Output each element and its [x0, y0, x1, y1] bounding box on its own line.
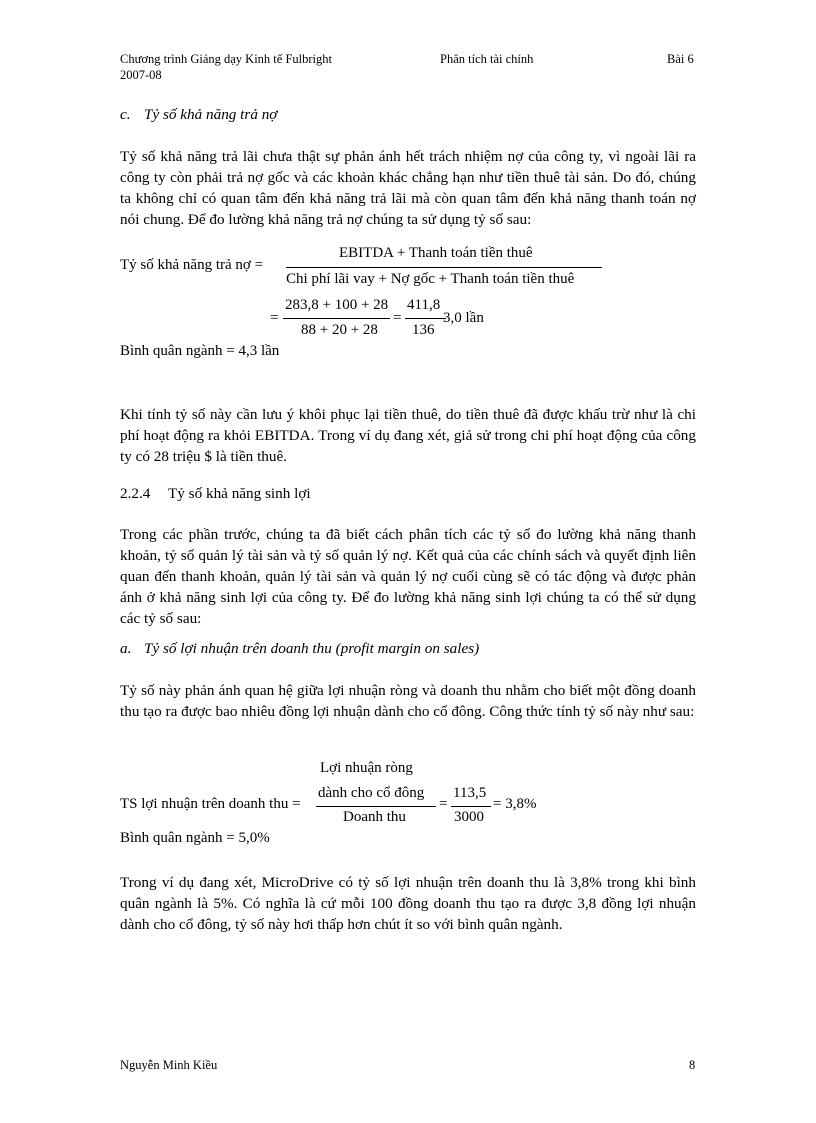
formula1-lhs: Tỷ số khả năng trả nợ =: [120, 257, 264, 273]
formula1-equals-1: =: [270, 310, 279, 326]
formula1-result: 3,0 lần: [443, 310, 484, 326]
formula1-industry-average: Bình quân ngành = 4,3 lần: [120, 343, 280, 359]
section-a-title: Tỷ số lợi nhuận trên doanh thu (profit margin on sales): [144, 640, 480, 657]
formula2-equals-1: =: [439, 796, 448, 812]
paragraph-microdrive-result: Trong ví dụ đang xét, MicroDrive có tỷ số lợi nhuận trên doanh thu là 3,8% trong khi bình quân ngành là 5%. Có nghĩa là cứ mỗi 100 đồng doanh thu tạo ra được 3,8 đồng lợi nhuận dành cho cổ đông, tỷ số này hơi thấp hơn chút ít so với bình quân ngành.: [120, 874, 696, 933]
formula1-numerator: EBITDA + Thanh toán tiền thuê: [339, 245, 533, 261]
formula2-numerator-line1: Lợi nhuận ròng: [320, 760, 413, 776]
paragraph-lease-note: Khi tính tỷ số này cần lưu ý khôi phục lại tiền thuê, do tiền thuê đã được khấu trừ như là chi phí hoạt động ra khỏi EBITDA. Trong ví dụ đang xét, giả sử trong chi phí hoạt động của công ty có 28 triệu $ là tiền thuê.: [120, 406, 696, 465]
section-224-title: Tỷ số khả năng sinh lợi: [168, 485, 311, 502]
paragraph-profitability-intro: Trong các phần trước, chúng ta đã biết cách phân tích các tỷ số đo lường khả năng thanh khoản, tỷ số quản lý tài sản và tỷ số quản lý nợ. Kết quả của các chính sách và quyết định liên quan đến thanh khoản, quản lý tài sản và quản lý nợ cuối cùng sẽ có tác động và được phản ánh ở khả năng sinh lợi của công ty. Để đo lường khả năng sinh lợi chúng ta có thể sử dụng các tỷ số sau:: [120, 526, 696, 627]
formula2-den2: 3000: [454, 809, 484, 825]
paragraph-debt-coverage: Tỷ số khả năng trả lãi chưa thật sự phản ánh hết trách nhiệm nợ của công ty, vì ngoài lãi ra công ty còn phải trả nợ gốc và các khoản khác chẳng hạn như tiền thuê tài sản. Do đó, chúng ta không chỉ có quan tâm đến khả năng trả lãi mà còn quan tâm đến khả năng thanh toán nợ nói chung. Để đo lường khả năng trả nợ chúng ta sử dụng tỷ số sau:: [120, 148, 696, 228]
formula2-result: = 3,8%: [493, 796, 537, 812]
formula1-fraction-bar-3: [405, 318, 446, 319]
paragraph-profit-margin: Tỷ số này phản ánh quan hệ giữa lợi nhuận ròng và doanh thu nhằm cho biết một đồng doanh thu tạo ra được bao nhiêu đồng lợi nhuận dành cho cổ đông. Công thức tính tỷ số này như sau:: [120, 682, 696, 720]
header-year: 2007-08: [120, 68, 162, 82]
formula1-denominator: Chi phí lãi vay + Nợ gốc + Thanh toán tiền thuê: [286, 271, 575, 287]
section-224-number: 2.2.4: [120, 485, 151, 502]
formula2-denominator: Doanh thu: [343, 809, 406, 825]
formula1-num2: 283,8 + 100 + 28: [285, 297, 389, 313]
formula2-num2: 113,5: [453, 785, 487, 801]
footer-page-number: 8: [689, 1058, 696, 1072]
formula2-lhs: TS lợi nhuận trên doanh thu =: [120, 796, 301, 812]
section-c-label: c.: [120, 106, 131, 123]
formula2-fraction-bar: [316, 806, 436, 807]
formula1-num3: 411,8: [407, 297, 441, 313]
header-subject: Phân tích tài chính: [440, 52, 534, 66]
formula2-fraction-bar-2: [451, 806, 491, 807]
formula1-equals-2: =: [393, 310, 402, 326]
section-a-label: a.: [120, 640, 132, 657]
formula1-den2: 88 + 20 + 28: [301, 322, 378, 338]
formula1-den3: 136: [412, 322, 435, 338]
formula1-fraction-bar: [286, 267, 602, 268]
formula2-numerator-line2: dành cho cổ đông: [318, 785, 425, 801]
header-program: Chương trình Giảng dạy Kinh tế Fulbright: [120, 52, 332, 66]
footer-author: Nguyễn Minh Kiều: [120, 1058, 218, 1072]
formula1-fraction-bar-2: [283, 318, 390, 319]
formula2-industry-average: Bình quân ngành = 5,0%: [120, 830, 270, 846]
header-lesson: Bài 6: [667, 52, 694, 66]
section-c-title: Tỷ số khả năng trả nợ: [144, 106, 278, 123]
